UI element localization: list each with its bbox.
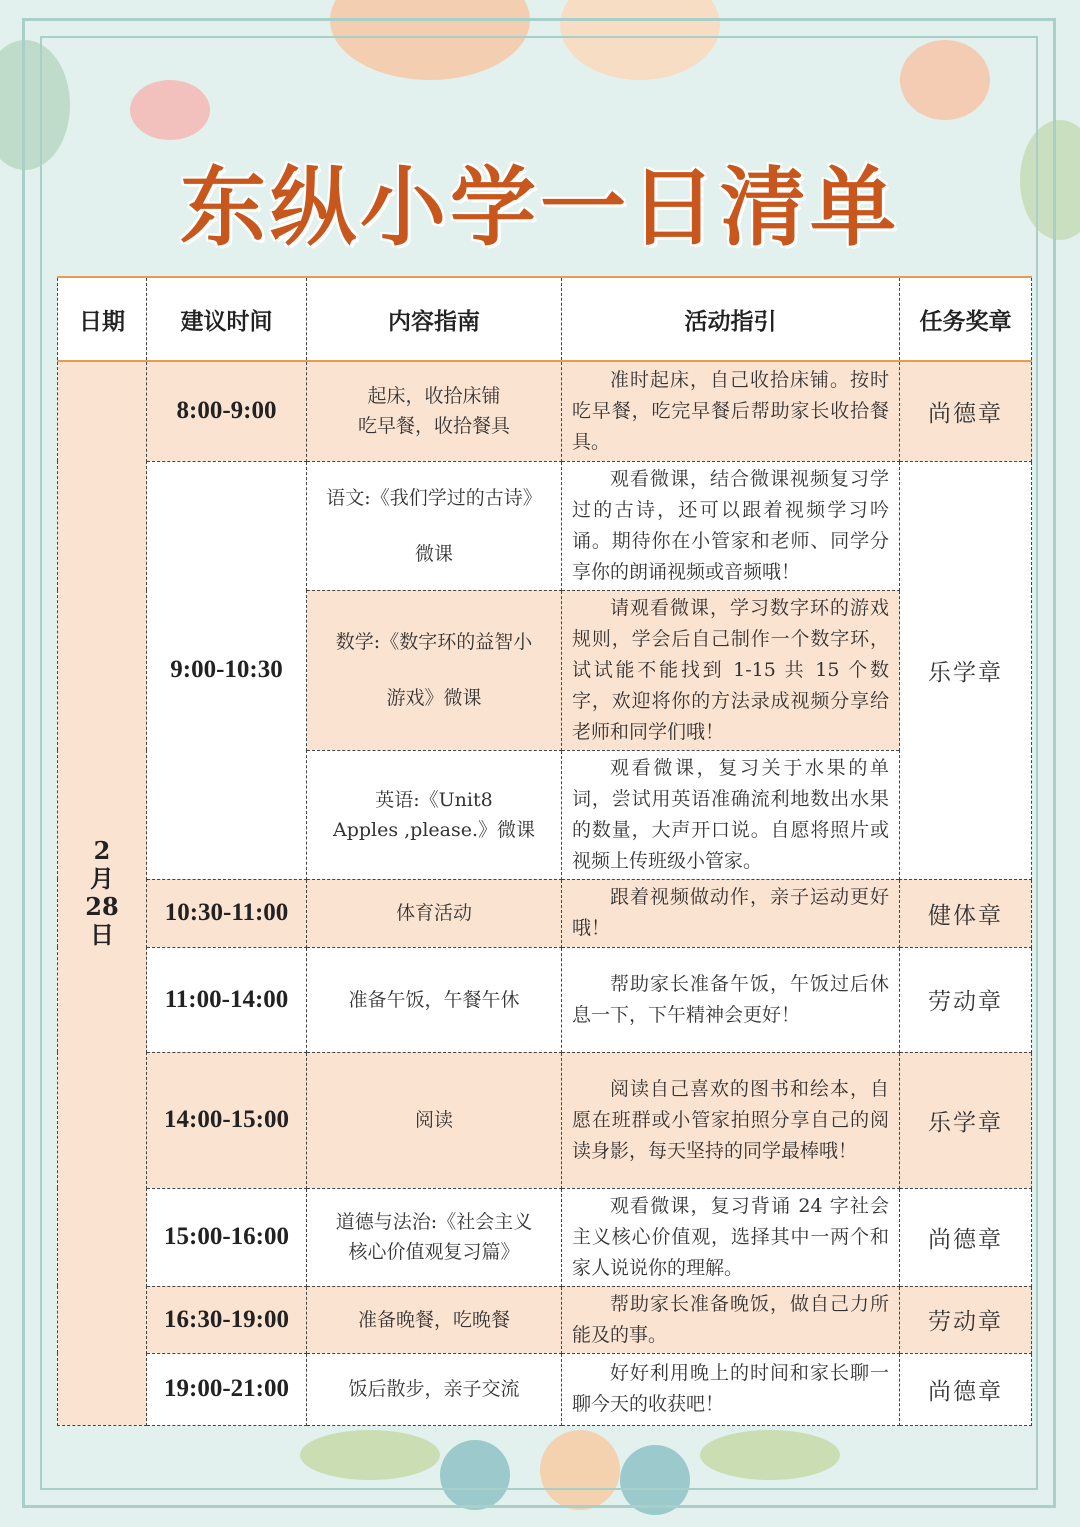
time-cell: 10:30-11:00 (147, 879, 307, 947)
activity-cell: 观看微课，复习关于水果的单词，尝试用英语准确流利地数出水果的数量，大声开口说。自愿将照片或视频上传班级小管家。 (562, 750, 900, 879)
medal-cell: 乐学章 (900, 461, 1032, 879)
medal-cell: 劳动章 (900, 1286, 1032, 1353)
content-cell: 体育活动 (307, 879, 562, 947)
medal-cell: 乐学章 (900, 1052, 1032, 1188)
time-cell: 16:30-19:00 (147, 1286, 307, 1353)
activity-cell: 好好利用晚上的时间和家长聊一聊今天的收获吧！ (562, 1353, 900, 1425)
activity-cell: 请观看微课，学习数字环的游戏规则，学会后自己制作一个数字环，试试能不能找到 1-15 共 15 个数字，欢迎将你的方法录成视频分享给老师和同学们哦！ (562, 590, 900, 750)
activity-cell: 观看微课，复习背诵 24 字社会主义核心价值观，选择其中一两个和家人说说你的理解。 (562, 1188, 900, 1286)
activity-cell: 阅读自己喜欢的图书和绘本，自愿在班群或小管家拍照分享自己的阅读身影，每天坚持的同学最棒哦！ (562, 1052, 900, 1188)
time-cell: 8:00-9:00 (147, 361, 307, 461)
content-cell: 阅读 (307, 1052, 562, 1188)
schedule-table (57, 276, 1032, 1426)
header-row (58, 277, 1032, 361)
medal-cell: 健体章 (900, 879, 1032, 947)
time-cell: 14:00-15:00 (147, 1052, 307, 1188)
content-cell: 准备午饭，午餐午休 (307, 947, 562, 1052)
content-cell: 起床，收拾床铺 吃早餐，收拾餐具 (307, 361, 562, 461)
medal-cell: 劳动章 (900, 947, 1032, 1052)
header-content: 内容指南 (307, 277, 562, 361)
activity-cell: 跟着视频做动作，亲子运动更好哦！ (562, 879, 900, 947)
time-cell: 15:00-16:00 (147, 1188, 307, 1286)
medal-cell: 尚德章 (900, 1188, 1032, 1286)
header-activity: 活动指引 (562, 277, 900, 361)
content-cell: 准备晚餐，吃晚餐 (307, 1286, 562, 1353)
medal-cell: 尚德章 (900, 361, 1032, 461)
table-row (58, 1353, 1032, 1425)
time-cell: 9:00-10:30 (147, 461, 307, 879)
table-row (58, 1052, 1032, 1188)
table-row (58, 461, 1032, 590)
header-time: 建议时间 (147, 277, 307, 361)
table-row (58, 947, 1032, 1052)
activity-cell: 准时起床，自己收拾床铺。按时吃早餐，吃完早餐后帮助家长收拾餐具。 (562, 361, 900, 461)
table-row (58, 361, 1032, 461)
activity-cell: 帮助家长准备晚饭，做自己力所能及的事。 (562, 1286, 900, 1353)
table-row (58, 1286, 1032, 1353)
content-cell: 语文:《我们学过的古诗》 微课 (307, 461, 562, 590)
time-cell: 19:00-21:00 (147, 1353, 307, 1425)
content-cell: 数学:《数字环的益智小 游戏》微课 (307, 590, 562, 750)
page-title: 东纵小学一日清单 (180, 158, 900, 258)
content-cell: 道德与法治:《社会主义 核心价值观复习篇》 (307, 1188, 562, 1286)
date-cell: 2 月 28 日 (58, 361, 147, 1425)
table-row (58, 879, 1032, 947)
medal-cell: 尚德章 (900, 1353, 1032, 1425)
content-cell: 饭后散步，亲子交流 (307, 1353, 562, 1425)
activity-cell: 帮助家长准备午饭，午饭过后休息一下，下午精神会更好！ (562, 947, 900, 1052)
header-medal: 任务奖章 (900, 277, 1032, 361)
content-cell: 英语:《Unit8 Apples ,please.》微课 (307, 750, 562, 879)
time-cell: 11:00-14:00 (147, 947, 307, 1052)
table-row (58, 1188, 1032, 1286)
header-date: 日期 (58, 277, 147, 361)
activity-cell: 观看微课，结合微课视频复习学过的古诗，还可以跟着视频学习吟诵。期待你在小管家和老师、同学分享你的朗诵视频或音频哦！ (562, 461, 900, 590)
